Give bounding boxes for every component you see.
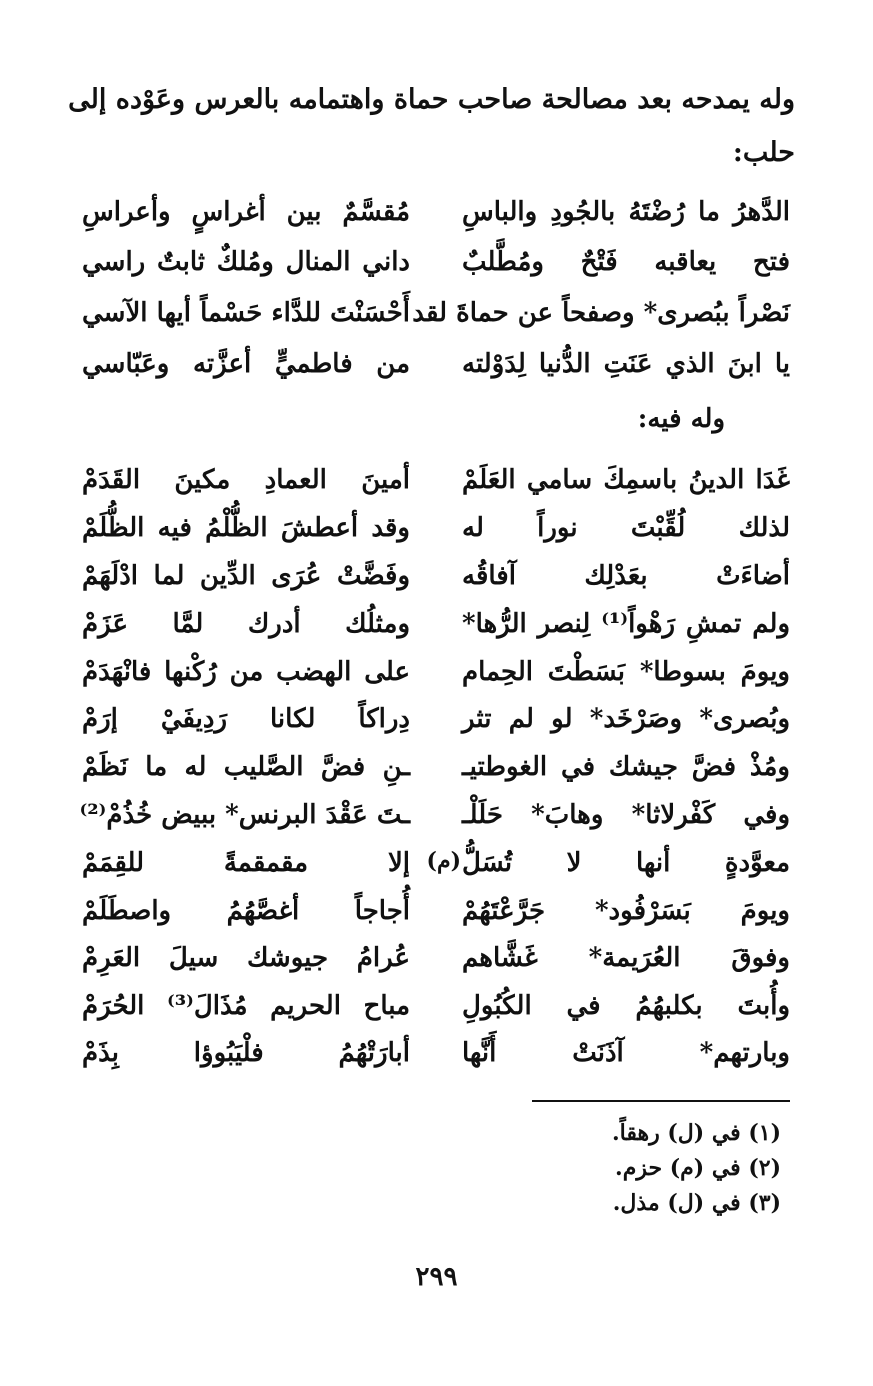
footnote-divider [532,1100,790,1102]
page-number: ٢٩٩ [415,1262,458,1292]
verse [82,342,790,386]
verse-second-hemistich: ـتَ عَقْدَ البرنس* ببيض خُذُمْ⁽²⁾ [79,800,410,830]
verse-second-hemistich: وقد أعطشَ الظُّلْمُ فيه الظُّلَمْ [82,513,410,543]
verse-second-hemistich: أمينَ العمادِ مكينَ القَدَمْ [82,465,410,495]
verse-first-hemistich: وبُصرى* وصَرْخَد* لو لم تثر [462,704,790,734]
verse-second-hemistich: مباح الحريم مُذَالَ⁽³⁾ الحُرَمْ [82,991,411,1021]
verse [82,889,790,933]
verse [82,984,790,1028]
intro-line-2: حلب: [732,137,795,168]
verse-first-hemistich: غَدَا الدينُ باسمِكَ سامي العَلَمْ [462,465,790,495]
intro-line-1: وله يمدحه بعد مصالحة صاحب حماة واهتمامه بالعرس وعَوْده إلى [68,84,795,115]
verse-second-hemistich: أبارَتْهُمُ فلْيَبُوؤا بِذَمْ [82,1038,410,1068]
verse [82,602,790,646]
verse-second-hemistich: إلا مقمقمةً للقِمَمْ [82,848,410,878]
verse [79,793,790,837]
verse-second-hemistich: مُقسَّمٌ بين أغراسٍ وأعراسِ [82,197,410,227]
verse-second-hemistich: ومثلُك أدرك لمَّا عَزَمْ [82,609,410,639]
verse-first-hemistich: ويومَ بَسَرْفُود* جَرَّعْتَهُمْ [462,896,790,926]
verse [82,1031,790,1075]
verse-second-hemistich: أَحْسَنْتَ للدَّاء حَسْماً أيها الآسي [82,298,410,328]
verse-first-hemistich: الدَّهرُ ما رُضْتَهُ بالجُودِ والباسِ [462,197,790,227]
verse [82,458,790,502]
verse-second-hemistich: دِراكاً لكانا رَدِيفَيْ إرَمْ [82,704,410,734]
verse-second-hemistich: عُرامُ جيوشك سيلَ العَرِمْ [82,943,410,973]
verse-first-hemistich: يا ابنَ الذي عَنَتِ الدُّنيا لِدَوْلته [462,349,790,379]
verse [82,697,790,741]
verse-second-hemistich: داني المنال ومُلكٌ ثابتٌ راسي [82,247,410,277]
verse-first-hemistich: ومُذْ فضَّ جيشك في الغوطتيـ [462,752,790,782]
verse-first-hemistich: ولم تمشِ رَهْواً⁽¹⁾ لِنصر الرُّها* [462,609,790,639]
section-heading: وله فيه: [637,404,725,434]
footnote-1: (١) في (ل) رهقاً. [611,1120,781,1146]
footnote-3: (٣) في (ل) مذل. [612,1190,781,1216]
verse [82,554,790,598]
verse-first-hemistich: وفوقَ العُرَيمة* غَشَّاهم [462,943,790,973]
verse-first-hemistich: وبارتهم* آذَنَتْ أَنَّها [462,1038,790,1068]
manuscript-mark: (م) [426,848,461,874]
verse-first-hemistich: وأُبتَ بكلبهُمُ في الكُبُولِ [462,991,790,1021]
footnote-2: (٢) في (م) حزم. [615,1155,781,1181]
verse-first-hemistich: وفي كَفْرلاثا* وهابَ* حَلَلْـ [462,800,790,830]
verse [82,291,790,335]
verse-second-hemistich: على الهضب من رُكْنها فانْهَدَمْ [82,657,410,687]
verse-first-hemistich: نَصْراً ببُصرى* وصفحاً عن حماةَ لقد [412,298,790,328]
verse-first-hemistich: لذلك لُقِّبْتَ نوراً له [462,513,790,543]
verse-first-hemistich: معوَّدةٍ أنها لا تُسَلُّ [462,848,790,878]
verse-second-hemistich: وفَضَّتْ عُرَى الدِّين لما ادْلَهَمْ [82,561,410,591]
verse [82,240,790,284]
verse [82,745,790,789]
verse [82,936,790,980]
verse [82,506,790,550]
verse-second-hemistich: من فاطميٍّ أعزَّته وعَبّاسي [82,349,410,379]
verse [82,190,790,234]
verse-second-hemistich: ـنِ فضَّ الصَّليب له ما نَظَمْ [82,752,410,782]
verse-first-hemistich: ويومَ بسوطا* بَسَطْتَ الحِمام [462,657,790,687]
verse-first-hemistich: أضاءَتْ بعَدْلِك آفاقُه [462,561,790,591]
verse [82,650,790,694]
verse-second-hemistich: أُجاجاً أغصَّهُمُ واصطَلَمْ [82,896,410,926]
verse-first-hemistich: فتح يعاقبه فَتْحٌ ومُطَّلبٌ [462,247,790,277]
